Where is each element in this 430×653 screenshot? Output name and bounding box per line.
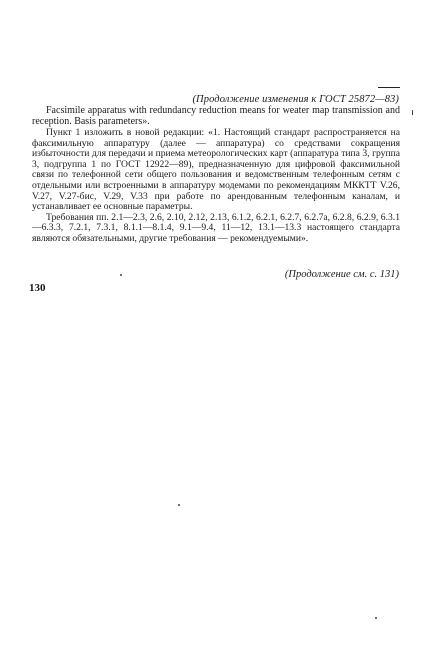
scan-speck — [375, 617, 377, 619]
continuation-footer: (Продолжение см. с. 131) — [284, 269, 399, 280]
body-text — [32, 105, 400, 245]
english-title-paragraph: Facsimile apparatus with redundancy reduction means for weater map transmission and reception. Basis parameters». — [32, 105, 400, 127]
page-number: 130 — [29, 282, 46, 294]
scan-speck — [178, 504, 180, 506]
paragraph-item-1: Пункт 1 изложить в новой редакции: «1. Настоящий стандарт распространяется на факсимильную аппаратуру (далее — аппаратура) со средствами сокращения избыточности для передачи и приема метеорологических карт (аппаратура типа 3, группа 3, подгруппа 1 по ГОСТ 12922—89), предназначенную для цифровой факсимильной связи по телефонной сети общего пользования и ведомственным телефонным сетям с отдельными или встроенными в аппаратуру модемами по рекомендациям МККТТ V.26, V.27, V.27-бис, V.29, V.33 при работе по арендованным телефонным каналам, и устанавливает ее основные параметры. — [32, 127, 400, 213]
paragraph-requirements: Требования пп. 2.1—2.3, 2.6, 2.10, 2.12, 2.13, 6.1.2, 6.2.1, 6.2.7, 6.2.7а, 6.2.8, 6.2.9, 6.3.1—6.3.3, 7.2.1, 7.3.1, 8.1.1—8.1.4, 9.1—9.4, 11—12, 13.1—13.3 настоящего стандарта являются обязательными, другие требования — рекомендуемыми». — [32, 211, 400, 244]
top-rule — [378, 87, 400, 88]
scan-speck — [412, 110, 413, 115]
scan-speck — [120, 274, 122, 276]
continuation-header: (Продолжение изменения к ГОСТ 25872—83) — [192, 94, 399, 105]
